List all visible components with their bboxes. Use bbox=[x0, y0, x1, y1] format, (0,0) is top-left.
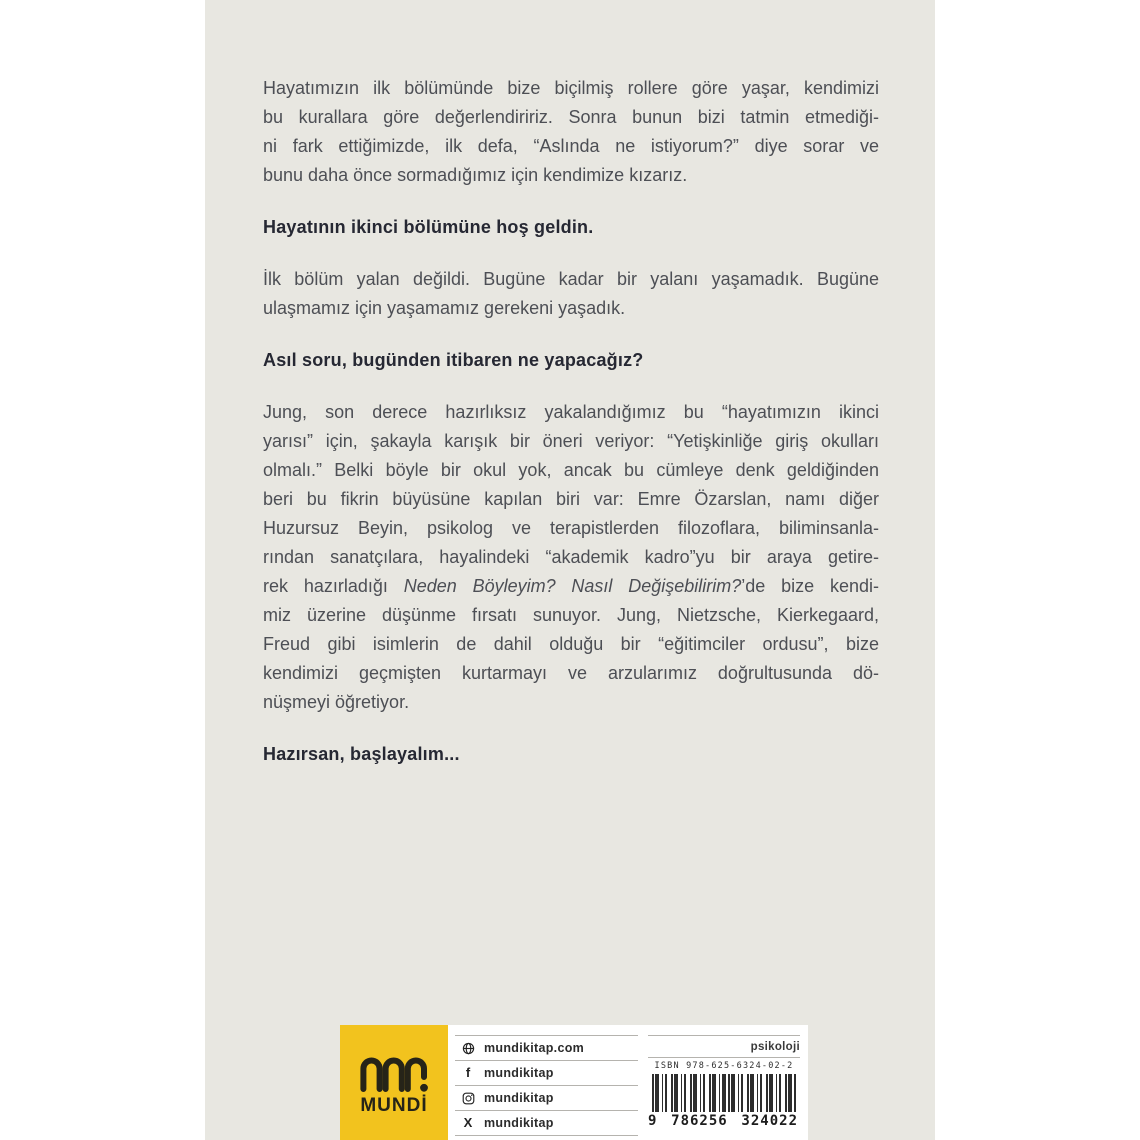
body-line: kendimizi geçmişten kurtarmayı ve arzularımız doğrultusunda dö- bbox=[263, 663, 879, 683]
publisher-logo-box bbox=[340, 1025, 448, 1140]
book-back-cover bbox=[205, 0, 935, 1140]
body-line: rından sanatçılara, hayalindeki “akademik kadro”yu bir araya getire- bbox=[263, 547, 879, 567]
book-title-italic: Neden Böyleyim? Nasıl Değişebilirim? bbox=[403, 576, 742, 596]
line-text: rek hazırladığı bbox=[263, 576, 404, 596]
heading-lets-begin: Hazırsan, başlayalım... bbox=[263, 744, 460, 764]
body-line: nüşmeyi öğretiyor. bbox=[263, 692, 410, 712]
barcode-digit-group1: 786256 bbox=[671, 1113, 728, 1129]
instagram-label: mundikitap bbox=[484, 1091, 554, 1105]
x-twitter-label: mundikitap bbox=[484, 1116, 554, 1130]
instagram-icon bbox=[461, 1091, 475, 1105]
facebook-label: mundikitap bbox=[484, 1066, 554, 1080]
facebook-icon: f bbox=[465, 1065, 471, 1080]
isbn-label: ISBN 978-625-6324-02-2 bbox=[654, 1061, 794, 1071]
barcode-digit-group2: 324022 bbox=[741, 1113, 798, 1129]
body-line: ulaşmamız için yaşamamız gerekeni yaşadık. bbox=[263, 298, 626, 318]
body-line: Jung, son derece hazırlıksız yakalandığımız bu “hayatımızın ikinci bbox=[263, 402, 879, 422]
body-line: yarısı” için, şakayla karışık bir öneri veriyor: “Yetişkinliğe giriş okulları bbox=[263, 431, 879, 451]
body-line: Huzursuz Beyin, psikolog ve terapistlerden filozoflara, biliminsanla- bbox=[263, 518, 879, 538]
barcode-digits bbox=[648, 1112, 800, 1129]
footer-band bbox=[448, 1025, 808, 1140]
body-line: miz üzerine düşünme fırsatı sunuyor. Jung, Nietzsche, Kierkegaard, bbox=[263, 605, 879, 625]
body-line-with-book-title bbox=[263, 572, 879, 601]
body-line: İlk bölüm yalan değildi. Bugüne kadar bir yalanı yaşamadık. Bugüne bbox=[263, 269, 879, 289]
website-label: mundikitap.com bbox=[484, 1041, 585, 1055]
x-twitter-icon: X bbox=[463, 1115, 473, 1130]
body-line: olmalı.” Belki böyle bir okul yok, ancak bu cümleye denk geldiğinden bbox=[263, 460, 879, 480]
back-cover-text bbox=[263, 74, 879, 792]
heading-second-half: Hayatının ikinci bölümüne hoş geldin. bbox=[263, 217, 594, 237]
paragraph-1 bbox=[263, 74, 879, 190]
divider bbox=[648, 1057, 800, 1058]
body-line: ni fark ettiğimizde, ilk defa, “Aslında ne istiyorum?” diye sorar ve bbox=[263, 136, 879, 156]
link-row-x-twitter bbox=[455, 1110, 638, 1136]
link-row-website bbox=[455, 1035, 638, 1060]
publisher-logo-text: MUNDİ bbox=[360, 1094, 428, 1116]
barcode-digit-left: 9 bbox=[648, 1113, 658, 1129]
body-line: Hayatımızın ilk bölümünde bize biçilmiş rollere göre yaşar, kendimizi bbox=[263, 78, 879, 98]
body-line: bunu daha önce sormadığımız için kendimize kızarız. bbox=[263, 165, 688, 185]
barcode-area bbox=[648, 1035, 800, 1130]
paragraph-5 bbox=[263, 398, 879, 717]
ean-barcode bbox=[648, 1074, 800, 1130]
line-text: ’de bize kendi- bbox=[741, 576, 880, 596]
globe-icon bbox=[461, 1041, 475, 1055]
body-line: beri bu fikrin büyüsüne kapılan biri var: Emre Özarslan, namı diğer bbox=[263, 489, 879, 509]
link-row-facebook bbox=[455, 1060, 638, 1085]
heading-real-question: Asıl soru, bugünden itibaren ne yapacağız? bbox=[263, 350, 644, 370]
body-line: bu kurallara göre değerlendiririz. Sonra bunun bizi tatmin etmediği- bbox=[263, 107, 879, 127]
link-row-instagram bbox=[455, 1085, 638, 1110]
paragraph-3 bbox=[263, 265, 879, 323]
publisher-links bbox=[455, 1035, 638, 1136]
body-line: Freud gibi isimlerin de dahil olduğu bir “eğitimciler ordusu”, bize bbox=[263, 634, 879, 654]
category-label: psikoloji bbox=[750, 1040, 800, 1053]
mundi-squiggle-icon bbox=[358, 1049, 430, 1093]
